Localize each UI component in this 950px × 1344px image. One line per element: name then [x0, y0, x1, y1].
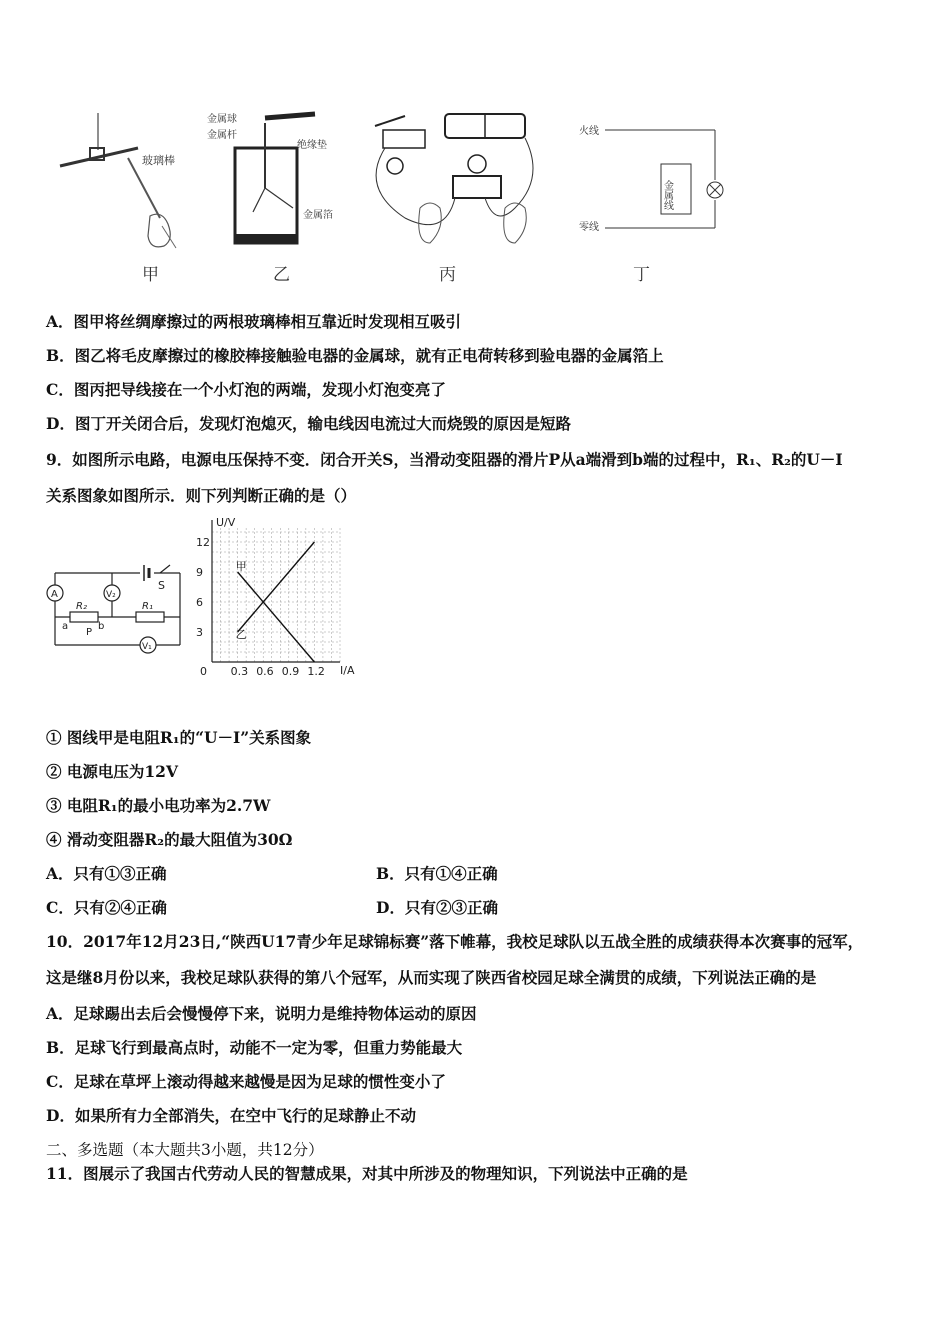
q10-option-d: D．如果所有力全部消失，在空中飞行的足球静止不动: [46, 1106, 416, 1125]
x-tick-label: 1.2: [307, 665, 325, 678]
y-tick-label: 9: [196, 566, 203, 579]
metal-wire-label: 金属线: [661, 180, 673, 210]
q9-stem-line1: 9．如图所示电路，电源电压保持不变．闭合开关S，当滑动变阻器的滑片P从a端滑到b端的过程中，R₁、R₂的U－I: [46, 450, 843, 469]
slider-p-label: P: [86, 627, 93, 638]
series-line-1: [235, 542, 315, 632]
q8-option-b: B．图乙将毛皮摩擦过的橡胶棒接触验电器的金属球，就有正电荷转移到验电器的金属箔上: [46, 346, 664, 365]
neutral-wire-label: 零线: [579, 222, 599, 233]
x-axis-label: I/A: [340, 664, 355, 677]
voltmeter-v1-label: V₁: [142, 642, 152, 652]
figure-jia-drawing: [50, 108, 200, 258]
q9-choice-d: D．只有②③正确: [376, 898, 498, 917]
q9-statement-2: ② 电源电压为12V: [46, 762, 178, 781]
q9-choice-b: B．只有①④正确: [376, 864, 498, 883]
figure-yi: [205, 108, 355, 288]
glass-rod-label: 玻璃棒: [142, 154, 175, 167]
terminal-b-label: b: [98, 621, 105, 632]
series-line-0: [235, 572, 315, 662]
q10-option-c: C．足球在草坪上滚动得越来越慢是因为足球的惯性变小了: [46, 1072, 446, 1091]
q10-stem-line1: 10．2017年12月23日,“陕西U17青少年足球锦标赛”落下帷幕，我校足球队以五战全胜的成绩获得本次赛事的冠军，: [46, 932, 864, 951]
y-tick-label: 6: [196, 596, 203, 609]
figure-bing-caption: 丙: [439, 265, 456, 285]
q9-choice-a: A．只有①③正确: [46, 864, 167, 883]
section2-title: 二、多选题（本大题共3小题，共12分）: [46, 1141, 324, 1159]
q9-ui-graph: [190, 512, 370, 682]
q9-statement-3: ③ 电阻R₁的最小电功率为2.7W: [46, 796, 271, 815]
ui-chart-svg: [190, 512, 370, 682]
figure-ding: [575, 108, 735, 288]
y-tick-label: 3: [196, 626, 203, 639]
q9-circuit-diagram: [40, 555, 190, 665]
q10-option-a: A．足球踢出去后会慢慢停下来，说明力是维持物体运动的原因: [46, 1004, 477, 1023]
x-tick-label: 0: [200, 665, 207, 678]
q9-statement-1: ① 图线甲是电阻R₁的“U－I”关系图象: [46, 728, 312, 747]
circuit-drawing: [40, 555, 190, 665]
switch-label: S: [158, 579, 165, 592]
series-label-0: 甲: [235, 560, 247, 573]
figure-bing-drawing: [365, 108, 545, 258]
metal-rod-label: 金属杆: [207, 130, 237, 141]
q10-stem-line2: 这是继8月份以来，我校足球队获得的第八个冠军，从而实现了陕西省校园足球全满贯的成绩，下列说法正确的是: [46, 968, 817, 987]
y-tick-label: 12: [196, 536, 210, 549]
q8-option-c: C．图丙把导线接在一个小灯泡的两端，发现小灯泡变亮了: [46, 380, 446, 399]
x-tick-label: 0.3: [230, 665, 249, 678]
insulating-pad-label: 绝缘垫: [297, 140, 327, 151]
figure-ding-drawing: [575, 108, 735, 258]
live-wire-label: 火线: [579, 126, 599, 137]
x-tick-label: 0.6: [256, 665, 274, 678]
q9-stem-line2: 关系图象如图所示．则下列判断正确的是（）: [46, 486, 357, 505]
y-axis-label: U/V: [216, 516, 236, 529]
series-label-1: 乙: [235, 628, 247, 641]
figure-bing: [365, 108, 545, 288]
q9-statement-4: ④ 滑动变阻器R₂的最大阻值为30Ω: [46, 830, 293, 849]
x-tick-label: 0.9: [281, 665, 300, 678]
figure-jia: [50, 108, 200, 288]
figure-yi-drawing: [205, 108, 355, 258]
figure-ding-caption: 丁: [633, 265, 650, 285]
r1-label: R₁: [142, 601, 153, 612]
terminal-a-label: a: [62, 621, 69, 632]
figure-jia-caption: 甲: [142, 265, 159, 285]
metal-ball-label: 金属球: [207, 114, 237, 125]
ammeter-label: A: [51, 589, 58, 600]
q8-option-d: D．图丁开关闭合后，发现灯泡熄灭，输电线因电流过大而烧毁的原因是短路: [46, 414, 571, 433]
figure-yi-caption: 乙: [273, 265, 290, 285]
r2-label: R₂: [76, 601, 87, 612]
q10-option-b: B．足球飞行到最高点时，动能不一定为零，但重力势能最大: [46, 1038, 463, 1057]
q11-stem: 11．图展示了我国古代劳动人民的智慧成果，对其中所涉及的物理知识，下列说法中正确的是: [46, 1164, 688, 1183]
voltmeter-v2-label: V₂: [106, 590, 116, 600]
q8-option-a: A．图甲将丝绸摩擦过的两根玻璃棒相互靠近时发现相互吸引: [46, 312, 462, 331]
metal-foil-label: 金属箔: [303, 210, 333, 221]
q9-choice-c: C．只有②④正确: [46, 898, 167, 917]
